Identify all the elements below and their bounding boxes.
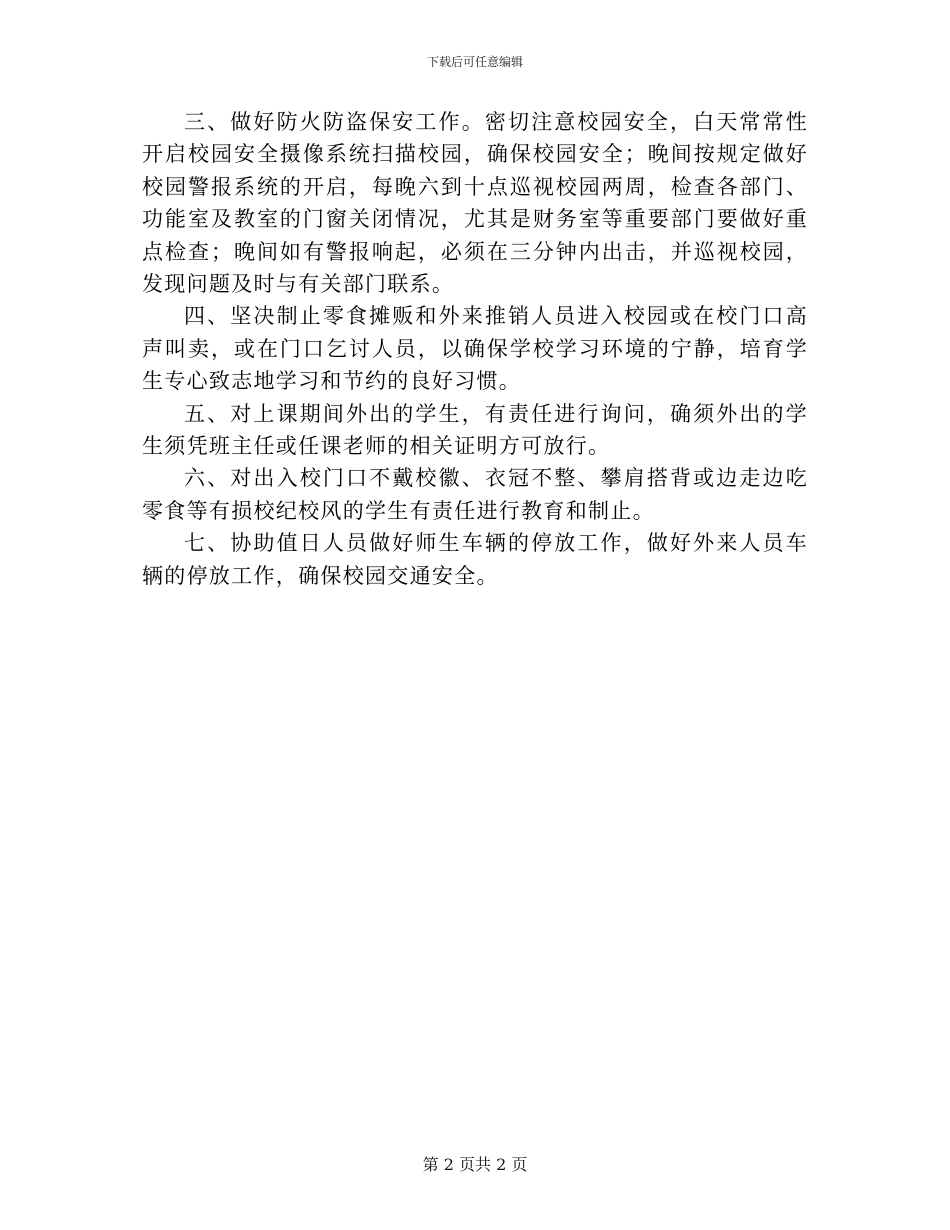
document-body	[142, 106, 808, 592]
paragraph-3: 三、做好防火防盗保安工作。密切注意校园安全，白天常常性开启校园安全摄像系统扫描校园，确保校园安全；晚间按规定做好校园警报系统的开启，每晚六到十点巡视校园两周，检查各部门、功能室及教室的门窗关闭情况，尤其是财务室等重要部门要做好重点检查；晚间如有警报响起，必须在三分钟内出击，并巡视校园，发现问题及时与有关部门联系。	[142, 110, 808, 297]
paragraph-5: 五、对上课期间外出的学生，有责任进行询问，确须外出的学生须凭班主任或任课老师的相关证明方可放行。	[142, 401, 808, 459]
paragraph-7: 七、协助值日人员做好师生车辆的停放工作，做好外来人员车辆的停放工作，确保校园交通安全。	[142, 531, 808, 588]
page-header-note: 下载后可任意编辑	[426, 55, 523, 69]
page-number-footer: 第 2 页共 2 页	[422, 1155, 528, 1174]
paragraph-6: 六、对出入校门口不戴校徽、衣冠不整、攀肩搭背或边走边吃零食等有损校纪校风的学生有责任进行教育和制止。	[142, 466, 808, 523]
paragraph-4: 四、坚决制止零食摊贩和外来推销人员进入校园或在校门口高声叫卖，或在门口乞讨人员，以确保学校学习环境的宁静，培育学生专心致志地学习和节约的良好习惯。	[142, 304, 808, 394]
